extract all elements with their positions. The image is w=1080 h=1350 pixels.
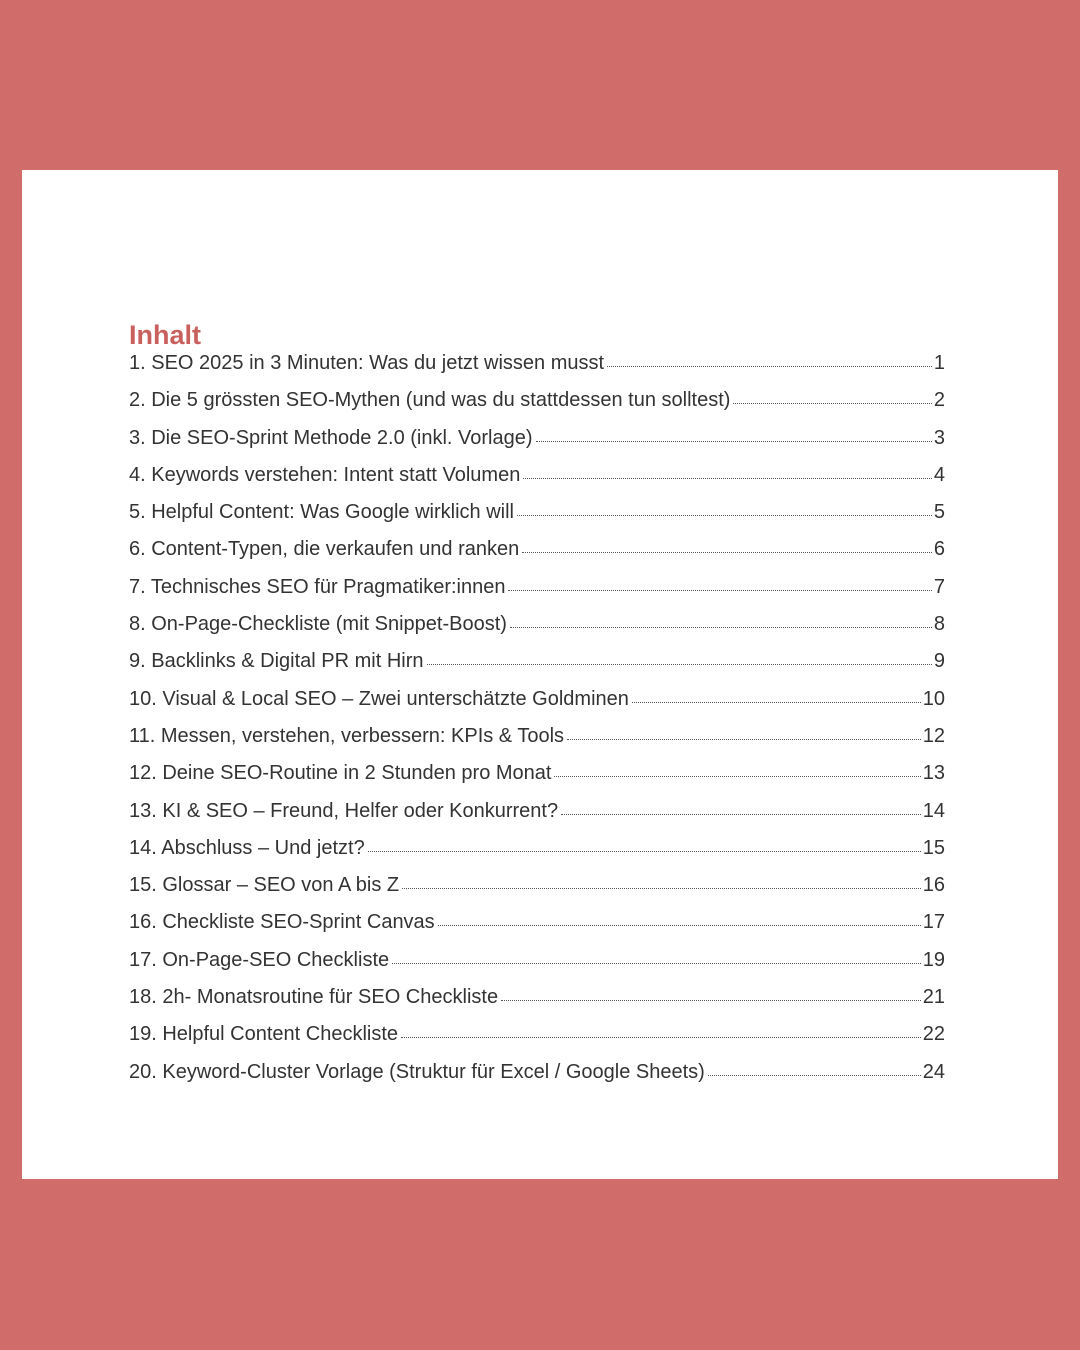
toc-entry-page: 10	[922, 687, 945, 710]
toc-entry-page: 14	[922, 799, 945, 822]
toc-entry-page: 22	[922, 1023, 945, 1046]
dot-leader	[427, 664, 932, 665]
toc-entry[interactable]	[129, 762, 945, 799]
dot-leader	[567, 739, 921, 740]
toc-entry-label: 16. Checkliste SEO-Sprint Canvas	[129, 911, 435, 934]
toc-title: Inhalt	[129, 320, 201, 350]
toc-entry-label: 2. Die 5 grössten SEO-Mythen (und was du stattdessen tun solltest)	[129, 389, 731, 412]
dot-leader	[607, 366, 932, 367]
toc-entry-label: 11. Messen, verstehen, verbessern: KPIs & Tools	[129, 724, 565, 747]
toc-entry[interactable]	[129, 538, 945, 575]
toc-entry-page: 12	[922, 724, 945, 747]
toc-entry[interactable]	[129, 949, 945, 986]
toc-entry-label: 5. Helpful Content: Was Google wirklich will	[129, 501, 514, 524]
toc-entry-page: 15	[922, 836, 945, 859]
toc-entry-label: 19. Helpful Content Checkliste	[129, 1023, 399, 1046]
toc-entry-label: 4. Keywords verstehen: Intent statt Volumen	[129, 463, 521, 486]
toc-entry[interactable]	[129, 352, 945, 389]
toc-entry[interactable]	[129, 688, 945, 725]
dot-leader	[523, 478, 932, 479]
toc-entry-label: 7. Technisches SEO für Pragmatiker:innen	[129, 575, 506, 598]
dot-leader	[402, 888, 921, 889]
toc-entry-label: 6. Content-Typen, die verkaufen und ranken	[129, 538, 520, 561]
dot-leader	[508, 590, 931, 591]
toc-entry[interactable]	[129, 427, 945, 464]
toc-entry[interactable]	[129, 613, 945, 650]
dot-leader	[392, 963, 921, 964]
toc-entry[interactable]	[129, 725, 945, 762]
dot-leader	[501, 1000, 921, 1001]
toc-entry-page: 3	[933, 426, 945, 449]
toc-entry-page: 8	[933, 613, 945, 636]
toc-entry-page: 5	[933, 501, 945, 524]
toc-entry-page: 6	[933, 538, 945, 561]
toc-entry-page: 24	[922, 1060, 945, 1083]
toc-entry[interactable]	[129, 837, 945, 874]
dot-leader	[522, 552, 932, 553]
toc-entry-page: 13	[922, 762, 945, 785]
dot-leader	[708, 1075, 921, 1076]
toc-entry[interactable]	[129, 501, 945, 538]
toc-entry[interactable]	[129, 874, 945, 911]
toc-entry[interactable]	[129, 911, 945, 948]
toc-entry[interactable]	[129, 986, 945, 1023]
toc-entry[interactable]	[129, 464, 945, 501]
table-of-contents	[129, 320, 945, 1098]
toc-entry-label: 9. Backlinks & Digital PR mit Hirn	[129, 650, 424, 673]
toc-entry-label: 10. Visual & Local SEO – Zwei unterschätzte Goldminen	[129, 687, 629, 710]
dot-leader	[510, 627, 932, 628]
toc-entry-label: 3. Die SEO-Sprint Methode 2.0 (inkl. Vorlage)	[129, 426, 533, 449]
dot-leader	[438, 925, 921, 926]
dot-leader	[401, 1037, 921, 1038]
dot-leader	[561, 814, 921, 815]
toc-entry-page: 16	[922, 874, 945, 897]
dot-leader	[517, 515, 932, 516]
toc-entry-label: 13. KI & SEO – Freund, Helfer oder Konkurrent?	[129, 799, 559, 822]
toc-entry-page: 9	[933, 650, 945, 673]
toc-entry[interactable]	[129, 800, 945, 837]
toc-entry-label: 1. SEO 2025 in 3 Minuten: Was du jetzt wissen musst	[129, 352, 605, 374]
dot-leader	[632, 702, 921, 703]
toc-entry-page: 4	[933, 463, 945, 486]
toc-entry-label: 17. On-Page-SEO Checkliste	[129, 948, 390, 971]
toc-entry-page: 21	[922, 986, 945, 1009]
toc-list	[129, 352, 945, 1098]
toc-entry-label: 20. Keyword-Cluster Vorlage (Struktur für Excel / Google Sheets)	[129, 1060, 705, 1083]
dot-leader	[554, 776, 920, 777]
toc-entry-label: 14. Abschluss – Und jetzt?	[129, 836, 365, 859]
toc-entry[interactable]	[129, 389, 945, 426]
toc-entry-page: 19	[922, 948, 945, 971]
toc-entry-page: 7	[933, 575, 945, 598]
toc-entry-page: 17	[922, 911, 945, 934]
toc-entry[interactable]	[129, 650, 945, 687]
toc-entry-page: 1	[933, 352, 945, 374]
dot-leader	[368, 851, 921, 852]
toc-entry-label: 8. On-Page-Checkliste (mit Snippet-Boost)	[129, 613, 507, 636]
document-page	[22, 170, 1058, 1179]
toc-entry-label: 12. Deine SEO-Routine in 2 Stunden pro Monat	[129, 762, 552, 785]
toc-entry-label: 18. 2h- Monatsroutine für SEO Checkliste	[129, 986, 499, 1009]
toc-entry[interactable]	[129, 1061, 945, 1098]
dot-leader	[536, 441, 932, 442]
toc-entry[interactable]	[129, 576, 945, 613]
dot-leader	[733, 403, 931, 404]
toc-entry-page: 2	[933, 389, 945, 412]
toc-entry-label: 15. Glossar – SEO von A bis Z	[129, 874, 400, 897]
toc-entry[interactable]	[129, 1023, 945, 1060]
